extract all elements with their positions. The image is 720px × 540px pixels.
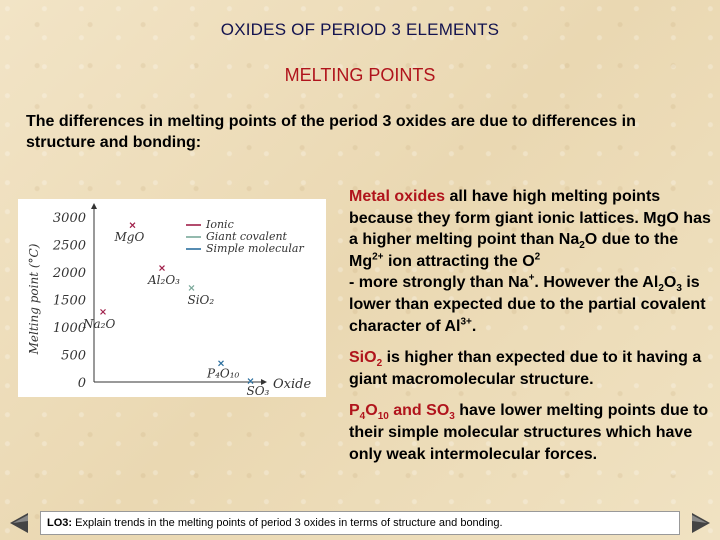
y-tick-label: 2500 [52, 238, 86, 254]
para1-text-e: - more strongly than Na [349, 274, 529, 292]
para1-text-d: ion attracting the O [383, 252, 535, 270]
para1-text-g: O [663, 274, 677, 292]
p4o10-so3-paragraph [349, 400, 711, 465]
y-tick-label: 1500 [52, 293, 86, 309]
para3-text: have lower melting points due to their simple molecular structures which have only weak intermolecular forces. [349, 402, 709, 463]
page-title: OXIDES OF PERIOD 3 ELEMENTS [220, 20, 500, 39]
data-point [189, 285, 194, 290]
next-slide-icon[interactable] [688, 513, 710, 533]
para1-text-h: is lower than expected due to the partial covalent character of Al [349, 274, 706, 335]
data-point-label: Na₂O [83, 316, 116, 331]
data-point [248, 379, 253, 384]
legend-label-ionic: Ionic [206, 218, 234, 231]
p4o10-term-p: P [349, 402, 360, 420]
data-point [219, 361, 224, 366]
para1-al-sub: 2 [658, 283, 664, 295]
data-point [160, 266, 165, 271]
para1-o-sub: 3 [676, 283, 682, 295]
p4o10-sub-4: 4 [359, 411, 366, 423]
x-axis-label: Oxide [273, 377, 312, 392]
page-subtitle: MELTING POINTS [284, 65, 436, 85]
y-tick-label: 3000 [52, 211, 86, 226]
para1-text-f: . However the Al [534, 274, 659, 292]
para1-text-a: all have high melting points because they form giant ionic lattices. Mg [349, 188, 667, 227]
data-point-label: SO₃ [246, 384, 270, 397]
explanation-column [349, 186, 711, 475]
previous-slide-icon[interactable] [10, 513, 32, 533]
para1-al-sup: 3+ [460, 316, 472, 328]
data-point [130, 223, 135, 228]
legend-label-giant_covalent: Giant covalent [206, 230, 287, 243]
learning-objective-bar [40, 511, 680, 535]
y-tick-label: 0 [77, 376, 86, 391]
sio2-term: SiO [349, 349, 377, 367]
para1-text-i: . [471, 317, 477, 335]
so3-term: and SO [388, 402, 450, 420]
para1-mg-sup: 2+ [372, 251, 384, 263]
p4o10-term-o: O [365, 402, 378, 420]
melting-point-chart [18, 199, 326, 397]
data-point-label: P₄O₁₀ [207, 366, 240, 381]
para1-na-sup: + [528, 273, 535, 285]
p4o10-sub-10: 10 [377, 411, 389, 423]
data-point-label: Al₂O₃ [148, 273, 180, 288]
y-axis-label: Melting point (°C) [27, 243, 41, 355]
legend-label-simple_molecular: Simple molecular [206, 242, 304, 255]
para1-text-b: O has a higher melting point than Na [349, 209, 711, 249]
sio2-paragraph [349, 347, 711, 390]
lo-text: Explain trends in the melting points of period 3 oxides in terms of structure and bonding. [72, 517, 503, 529]
chart-svg [18, 199, 326, 397]
y-tick-label: 500 [61, 348, 86, 364]
y-axis-arrow [91, 203, 97, 209]
so3-sub: 3 [449, 411, 455, 423]
lo-label: LO3: [47, 517, 73, 529]
y-tick-label: 2000 [52, 266, 86, 281]
metal-oxides-paragraph [349, 186, 711, 337]
data-point [101, 309, 106, 314]
intro-text: The differences in melting points of the period 3 oxides are due to differences in structure and bonding: [26, 113, 636, 151]
sio2-sub: 2 [376, 358, 383, 370]
para2-text: is higher than expected due to it having a giant macromolecular structure. [349, 349, 702, 388]
para1-text-c: O due to the Mg [349, 231, 679, 270]
metal-oxides-term: Metal oxides [349, 188, 446, 205]
data-point-label: MgO [114, 230, 145, 245]
para1-o-sup: 2 [534, 251, 541, 263]
para1-na-sub: 2 [579, 240, 585, 252]
y-tick-label: 1000 [52, 321, 86, 336]
data-point-label: SiO₂ [187, 292, 215, 307]
